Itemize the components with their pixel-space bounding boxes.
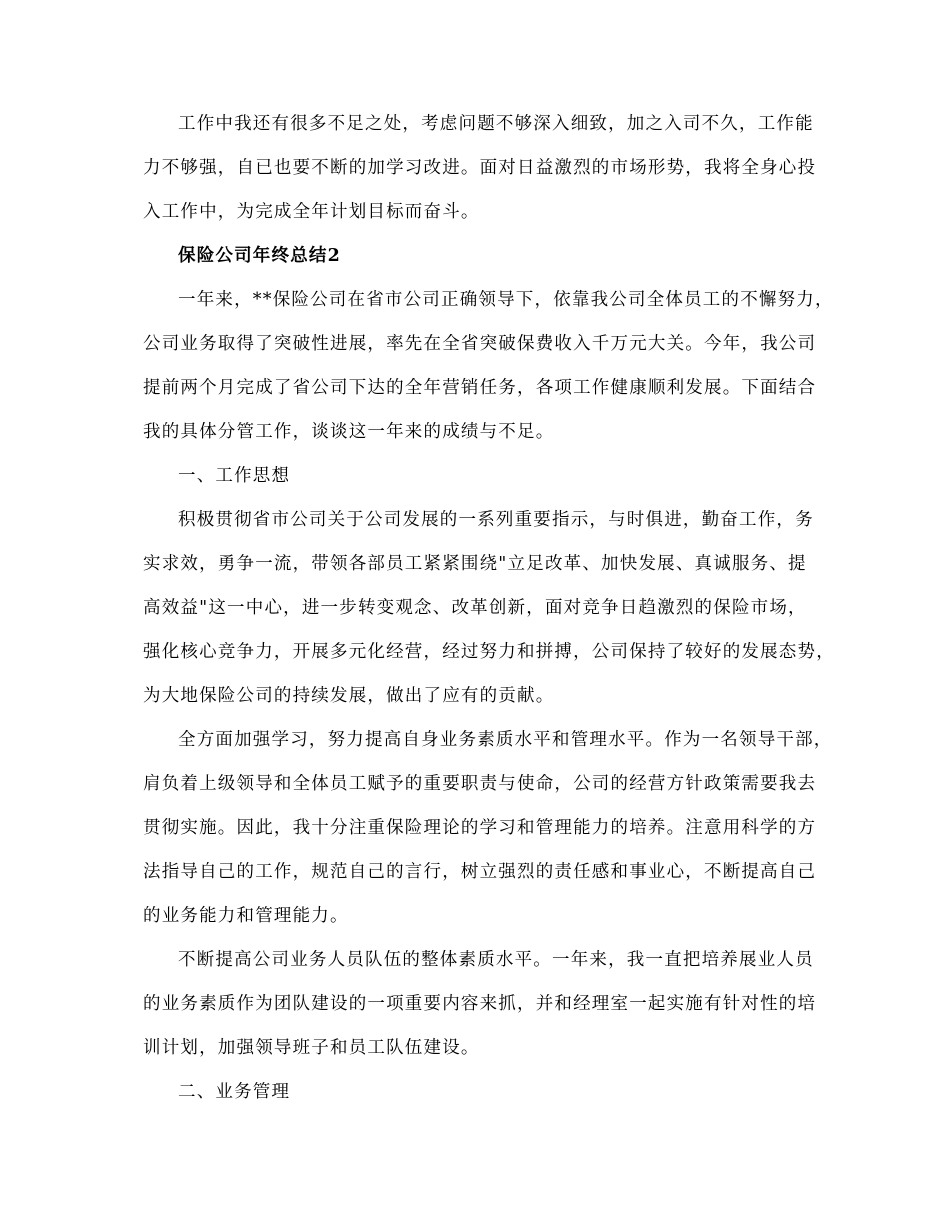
- paragraph-4-line-5: 的业务能力和管理能力。: [143, 906, 349, 926]
- paragraph-1-line-3: 入工作中，为完成全年计划目标而奋斗。: [143, 202, 480, 222]
- section-heading-2: 保险公司年终总结2: [178, 246, 341, 266]
- paragraph-2-line-3: 提前两个月完成了省公司下达的全年营销任务，各项工作健康顺利发展。下面结合: [143, 378, 817, 398]
- paragraph-4-line-4: 法指导自己的工作，规范自己的言行，树立强烈的责任感和事业心，不断提高自己: [143, 862, 817, 882]
- subheading-business-management: 二、业务管理: [178, 1082, 291, 1102]
- paragraph-3-line-3: 高效益"这一中心，进一步转变观念、改革创新，面对竞争日趋激烈的保险市场，: [143, 598, 807, 618]
- paragraph-5-line-3: 训计划，加强领导班子和员工队伍建设。: [143, 1038, 480, 1058]
- paragraph-2-line-1: 一年来，**保险公司在省市公司正确领导下，依靠我公司全体员工的不懈努力，: [178, 290, 834, 310]
- subheading-work-thought: 一、工作思想: [178, 466, 291, 486]
- paragraph-1-line-1: 工作中我还有很多不足之处，考虑问题不够深入细致，加之入司不久，工作能: [178, 114, 814, 134]
- paragraph-3-line-4: 强化核心竞争力，开展多元化经营，经过努力和拼搏，公司保持了较好的发展态势，: [143, 642, 835, 662]
- paragraph-4-line-3: 贯彻实施。因此，我十分注重保险理论的学习和管理能力的培养。注意用科学的方: [143, 818, 817, 838]
- paragraph-1-line-2: 力不够强，自已也要不断的加学习改进。面对日益激烈的市场形势，我将全身心投: [143, 158, 817, 178]
- paragraph-4-line-1: 全方面加强学习，努力提高自身业务素质水平和管理水平。作为一名领导干部，: [178, 730, 833, 750]
- paragraph-2-line-4: 我的具体分管工作，谈谈这一年来的成绩与不足。: [143, 422, 555, 442]
- paragraph-3-line-1: 积极贯彻省市公司关于公司发展的一系列重要指示，与时俱进，勤奋工作，务: [178, 510, 814, 530]
- paragraph-3-line-5: 为大地保险公司的持续发展，做出了应有的贡献。: [143, 686, 555, 706]
- paragraph-4-line-2: 肩负着上级领导和全体员工赋予的重要职责与使命，公司的经营方针政策需要我去: [143, 774, 817, 794]
- paragraph-3-line-2: 实求效，勇争一流，带领各部员工紧紧围绕"立足改革、加快发展、真诚服务、提: [143, 554, 807, 574]
- paragraph-2-line-2: 公司业务取得了突破性进展，率先在全省突破保费收入千万元大关。今年，我公司: [143, 334, 817, 354]
- paragraph-5-line-1: 不断提高公司业务人员队伍的整体素质水平。一年来，我一直把培养展业人员: [178, 950, 814, 970]
- paragraph-5-line-2: 的业务素质作为团队建设的一项重要内容来抓，并和经理室一起实施有针对性的培: [143, 994, 817, 1014]
